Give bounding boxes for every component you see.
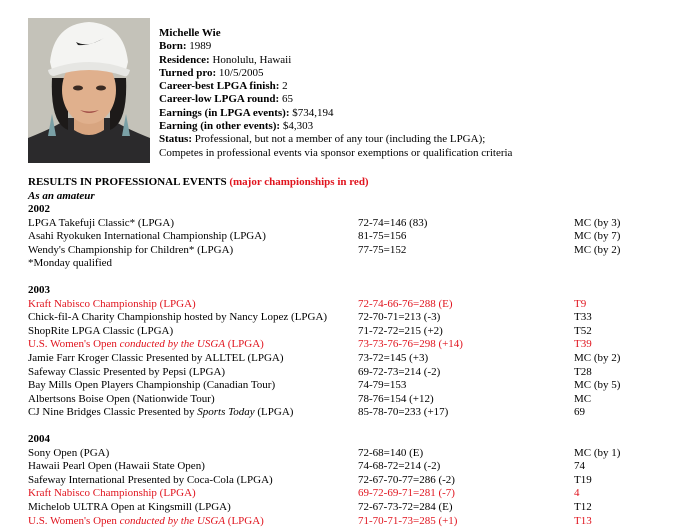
- event-score: 72-74=146 (83): [358, 216, 428, 229]
- majors-note: (major championships in red): [229, 176, 369, 188]
- event-score: 73-72=145 (+3): [358, 351, 429, 364]
- event-result: T19: [574, 473, 592, 486]
- earnings-other-row: Earning (in other events): $4,303: [159, 120, 314, 133]
- event-name: [28, 338, 264, 352]
- event-row: [28, 393, 668, 407]
- year-section-2002: [28, 203, 668, 271]
- event-row: [28, 230, 668, 244]
- event-result: MC (by 5): [574, 379, 621, 392]
- event-result: MC: [574, 392, 592, 405]
- born-row: Born: 1989: [159, 40, 212, 53]
- event-name: Bay Mills Open Players Championship (Canadian Tour): [28, 379, 276, 392]
- turned-pro-row: Turned pro: 10/5/2005: [159, 66, 264, 79]
- event-name: Asahi Ryokuken International Championship (LPGA): [28, 230, 266, 243]
- event-name: LPGA Takefuji Classic* (LPGA): [28, 216, 174, 229]
- status-row: Status: Professional, but not a member of any tour (including the LPGA);: [159, 133, 486, 146]
- event-score: 72-74-66-76=288 (E): [358, 297, 453, 310]
- profile-info: [159, 27, 512, 160]
- event-result: 74: [574, 460, 585, 473]
- event-row: [28, 474, 668, 488]
- event-score: 74-79=153: [358, 379, 407, 392]
- event-score: 77-75=152: [358, 243, 407, 256]
- event-result: MC (by 2): [574, 351, 621, 364]
- event-score: 69-72-73=214 (-2): [358, 365, 441, 378]
- event-result: MC (by 7): [574, 230, 621, 243]
- event-score: 78-76=154 (+12): [358, 392, 434, 405]
- event-row: [28, 325, 668, 339]
- results-heading: [28, 176, 369, 190]
- event-name: Safeway Classic Presented by Pepsi (LPGA): [28, 365, 226, 378]
- event-row: [28, 460, 668, 474]
- event-name-part: U.S. Women's Open: [28, 338, 120, 351]
- event-result: T9: [574, 297, 587, 310]
- event-result: 69: [574, 406, 585, 419]
- event-name: Hawaii Pearl Open (Hawaii State Open): [28, 460, 205, 473]
- event-name-part: CJ Nine Bridges Classic Presented by: [28, 406, 198, 419]
- event-result: MC (by 2): [574, 243, 621, 256]
- event-score: 71-70-71-73=285 (+1): [358, 514, 458, 527]
- event-name: Jamie Farr Kroger Classic Presented by ALLTEL (LPGA): [28, 351, 284, 364]
- player-name: Michelle Wie: [159, 27, 221, 39]
- event-row: [28, 338, 668, 352]
- event-row: [28, 217, 668, 231]
- event-result: T12: [574, 500, 592, 513]
- event-score: 72-68=140 (E): [358, 446, 424, 459]
- event-name: Michelob ULTRA Open at Kingsmill (LPGA): [28, 500, 231, 513]
- low-round-row: Career-low LPGA round: 65: [159, 93, 293, 106]
- event-score: 73-73-76-76=298 (+14): [358, 338, 463, 351]
- year-section-2004: [28, 433, 668, 528]
- event-name: [28, 406, 293, 420]
- year-heading: 2003: [28, 284, 50, 296]
- event-score: 74-68-72=214 (-2): [358, 460, 441, 473]
- year-heading: 2004: [28, 433, 50, 445]
- event-row: [28, 515, 668, 529]
- status-row-2: Competes in professional events via sponsor exemptions or qualification criteria: [159, 146, 513, 159]
- event-name: Kraft Nabisco Championship (LPGA): [28, 487, 196, 500]
- event-name-part: (LPGA): [225, 514, 264, 527]
- event-name-part: (LPGA): [225, 338, 264, 351]
- residence-row: Residence: Honolulu, Hawaii: [159, 53, 292, 66]
- results-title: RESULTS IN PROFESSIONAL EVENTS: [28, 176, 227, 188]
- player-photo: [28, 18, 150, 163]
- event-name-italic: conducted by the USGA: [119, 514, 226, 527]
- best-finish-row: Career-best LPGA finish: 2: [159, 80, 288, 93]
- event-result: T28: [574, 365, 592, 378]
- year-heading: 2002: [28, 203, 50, 215]
- event-name: Chick-fil-A Charity Championship hosted by Nancy Lopez (LPGA): [28, 311, 328, 324]
- event-score: 72-67-73-72=284 (E): [358, 500, 453, 513]
- event-row: [28, 406, 668, 420]
- event-result: T39: [574, 338, 592, 351]
- event-score: 81-75=156: [358, 230, 407, 243]
- event-row: [28, 487, 668, 501]
- event-score: 85-78-70=233 (+17): [358, 406, 449, 419]
- event-name: [28, 515, 264, 529]
- event-name-part: (LPGA): [254, 406, 294, 419]
- event-score: 71-72-72=215 (+2): [358, 324, 443, 337]
- event-row: [28, 501, 668, 515]
- event-result: T33: [574, 311, 592, 324]
- event-name: Sony Open (PGA): [28, 446, 110, 459]
- amateur-label: As an amateur: [28, 190, 95, 202]
- event-result: MC (by 3): [574, 216, 621, 229]
- event-result: 4: [574, 487, 580, 500]
- event-name: Kraft Nabisco Championship (LPGA): [28, 297, 196, 310]
- event-name-italic: Sports Today: [197, 406, 255, 419]
- event-name: ShopRite LPGA Classic (LPGA): [28, 324, 174, 337]
- event-row: [28, 379, 668, 393]
- event-row: [28, 311, 668, 325]
- footnote: *Monday qualified: [28, 257, 113, 270]
- event-name: Safeway International Presented by Coca-Cola (LPGA): [28, 473, 273, 486]
- event-row: [28, 352, 668, 366]
- event-row: [28, 366, 668, 380]
- event-name-part: U.S. Women's Open: [28, 514, 120, 527]
- year-section-2003: [28, 284, 668, 420]
- event-result: T13: [574, 514, 592, 527]
- event-score: 69-72-69-71=281 (-7): [358, 487, 455, 500]
- event-score: 72-67-70-77=286 (-2): [358, 473, 455, 486]
- event-result: MC (by 1): [574, 446, 621, 459]
- event-row: [28, 244, 668, 258]
- earnings-lpga-row: Earnings (in LPGA events): $734,194: [159, 106, 334, 119]
- event-name: Wendy's Championship for Children* (LPGA): [28, 243, 234, 256]
- event-result: T52: [574, 324, 592, 337]
- event-name-italic: conducted by the USGA: [119, 338, 226, 351]
- event-score: 72-70-71=213 (-3): [358, 311, 441, 324]
- event-name: Albertsons Boise Open (Nationwide Tour): [28, 392, 215, 405]
- event-row: [28, 298, 668, 312]
- event-row: [28, 447, 668, 461]
